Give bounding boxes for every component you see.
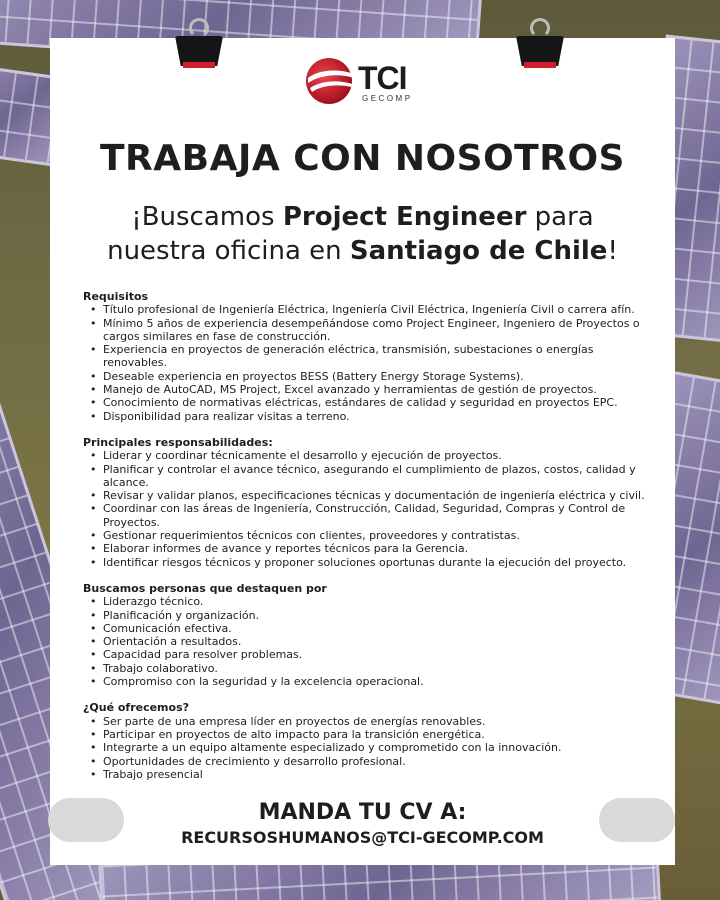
tci-swoosh-logo-icon bbox=[304, 56, 356, 106]
brand-sub: GECOMP bbox=[362, 94, 413, 103]
list-item: • Planificación y organización. bbox=[83, 609, 655, 622]
subhead-text: ¡Buscamos bbox=[131, 202, 283, 232]
list-item: • Gestionar requerimientos técnicos con clientes, proveedores y contratistas. bbox=[83, 529, 655, 542]
list-item: • Compromiso con la seguridad y la excelencia operacional. bbox=[83, 675, 655, 688]
section-requisitos bbox=[83, 290, 655, 423]
list-item: • Identificar riesgos técnicos y proponer soluciones oportunas durante la ejecución del proyecto. bbox=[83, 556, 655, 569]
brand-logo bbox=[304, 56, 424, 106]
list-item: • Manejo de AutoCAD, MS Project, Excel avanzado y herramientas de gestión de proyectos. bbox=[83, 383, 655, 396]
section-title: Principales responsabilidades: bbox=[83, 435, 273, 449]
section-title: Buscamos personas que destaquen por bbox=[83, 581, 327, 595]
list-item: • Planificar y controlar el avance técnico, asegurando el cumplimiento de plazos, costos, calidad y alcance. bbox=[83, 463, 655, 490]
subhead-text: nuestra oficina en bbox=[107, 236, 350, 266]
subhead-text: para bbox=[526, 202, 594, 232]
list-item: • Trabajo colaborativo. bbox=[83, 662, 655, 675]
list-item: • Conocimiento de normativas eléctricas, estándares de calidad y seguridad en proyectos EPC. bbox=[83, 396, 655, 409]
list-item: • Orientación a resultados. bbox=[83, 635, 655, 648]
list-item: • Comunicación efectiva. bbox=[83, 622, 655, 635]
list-item: • Disponibilidad para realizar visitas a terreno. bbox=[83, 410, 655, 423]
list-item: • Deseable experiencia en proyectos BESS (Battery Energy Storage Systems). bbox=[83, 370, 655, 383]
list-item: • Integrarte a un equipo altamente especializado y comprometido con la innovación. bbox=[83, 741, 655, 754]
list-item: • Revisar y validar planos, especificaciones técnicas y documentación de ingeniería eléctrica y civil. bbox=[83, 489, 655, 502]
binder-clip-icon bbox=[175, 18, 223, 68]
section-title: ¿Qué ofrecemos? bbox=[83, 701, 190, 715]
list-item: • Mínimo 5 años de experiencia desempeñándose como Project Engineer, Ingeniero de Proyectos o cargos similares en fase de construcción. bbox=[83, 317, 655, 344]
job-location: Santiago de Chile bbox=[349, 236, 608, 266]
cta-title: MANDA TU CV A: bbox=[258, 800, 467, 825]
section-title: Requisitos bbox=[83, 290, 149, 303]
list-item: • Capacidad para resolver problemas. bbox=[83, 648, 655, 661]
subhead-text: ! bbox=[607, 236, 618, 266]
cta-email[interactable]: RECURSOSHUMANOS@TCI-GECOMP.COM bbox=[181, 828, 544, 847]
list-item: • Participar en proyectos de alto impacto para la transición energética. bbox=[83, 728, 655, 741]
list-item: • Coordinar con las áreas de Ingeniería, Construcción, Calidad, Seguridad, Compras y Control de Proyectos. bbox=[83, 502, 655, 529]
job-details bbox=[83, 290, 655, 794]
list-item: • Trabajo presencial bbox=[83, 768, 655, 781]
list-item: • Liderazgo técnico. bbox=[83, 595, 655, 608]
job-subheadline bbox=[50, 200, 675, 268]
list-item: • Ser parte de una empresa líder en proyectos de energías renovables. bbox=[83, 715, 655, 728]
binder-clip-icon bbox=[516, 18, 564, 68]
list-item: • Oportunidades de crecimiento y desarrollo profesional. bbox=[83, 755, 655, 768]
list-item: • Título profesional de Ingeniería Eléctrica, Ingeniería Civil Eléctrica, Ingeniería Civil o carrera afín. bbox=[83, 303, 655, 316]
section-responsabilidades bbox=[83, 436, 655, 569]
page-title: TRABAJA CON NOSOTROS bbox=[100, 138, 625, 179]
list-item: • Elaborar informes de avance y reportes técnicos para la Gerencia. bbox=[83, 542, 655, 555]
job-posting-card bbox=[50, 38, 675, 865]
list-item: • Liderar y coordinar técnicamente el desarrollo y ejecución de proyectos. bbox=[83, 449, 655, 462]
job-role: Project Engineer bbox=[282, 202, 527, 232]
brand-name: TCI bbox=[358, 60, 407, 96]
section-cualidades bbox=[83, 582, 655, 688]
section-ofrecemos bbox=[83, 701, 655, 781]
list-item: • Experiencia en proyectos de generación eléctrica, transmisión, subestaciones o energías renovables. bbox=[83, 343, 655, 370]
